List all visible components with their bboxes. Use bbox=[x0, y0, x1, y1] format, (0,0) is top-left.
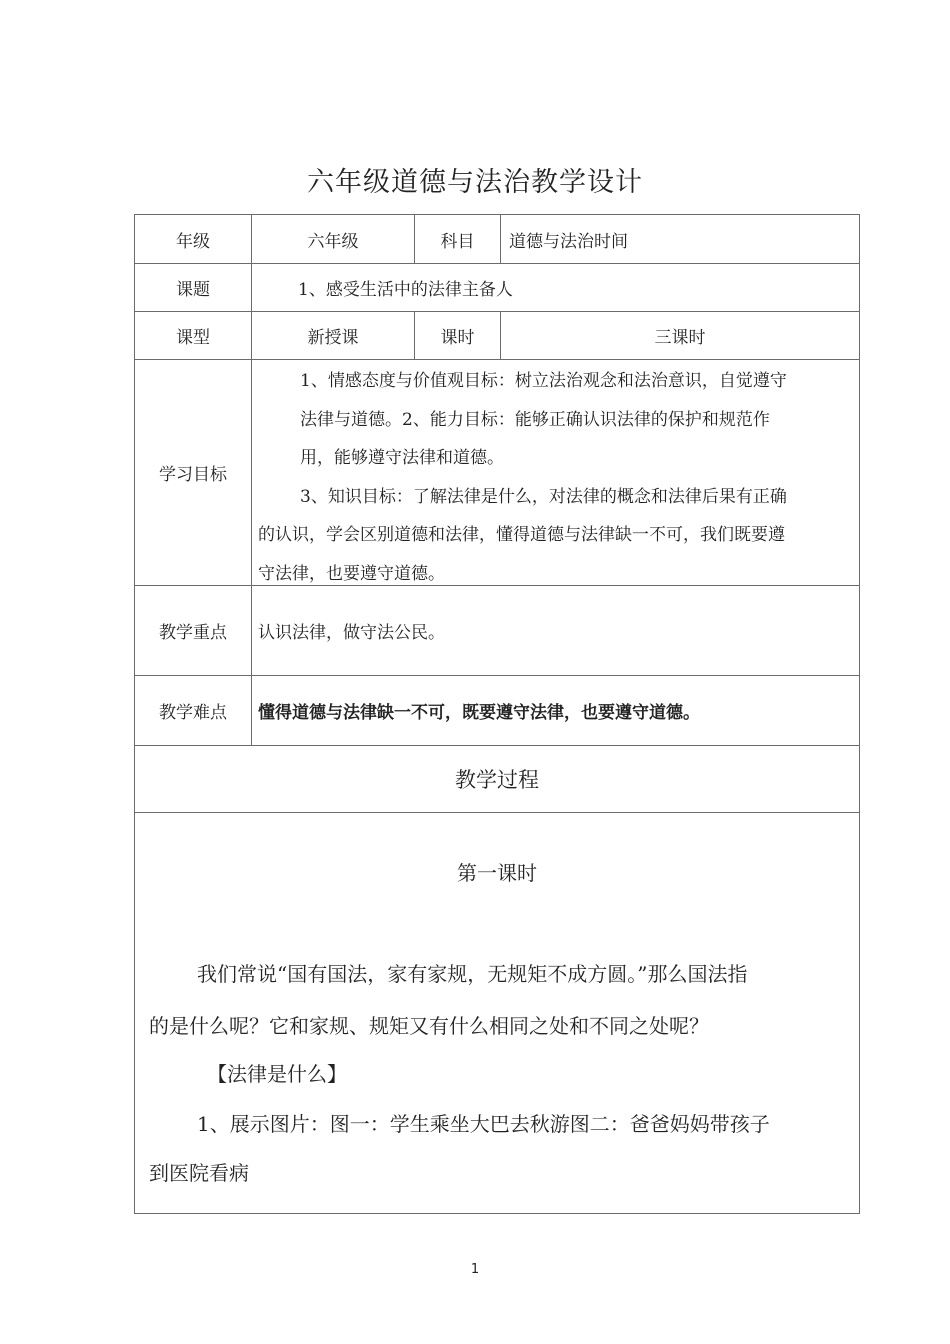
page-title: 六年级道德与法治教学设计 bbox=[307, 167, 643, 198]
process-paragraph: 1、展示图片：图一：学生乘坐大巴去秋游图二：爸爸妈妈带孩子 bbox=[197, 1112, 770, 1136]
topic-value: 1、感受生活中的法律主备人 bbox=[251, 263, 860, 312]
type-label: 课型 bbox=[134, 311, 252, 360]
key-value: 认识法律，做守法公民。 bbox=[251, 585, 860, 676]
section-heading: 【法律是什么】 bbox=[207, 1062, 347, 1086]
objective-line: 法律与道德。2、能力目标：能够正确认识法律的保护和规范作 bbox=[300, 409, 770, 430]
lesson-title: 第一课时 bbox=[457, 861, 537, 885]
grade-value: 六年级 bbox=[251, 214, 415, 264]
process-paragraph: 的是什么呢？它和家规、规矩又有什么相同之处和不同之处呢？ bbox=[149, 1014, 709, 1038]
difficulty-label: 教学难点 bbox=[134, 675, 252, 746]
topic-label: 课题 bbox=[134, 263, 252, 312]
process-header: 教学过程 bbox=[134, 745, 860, 813]
subject-value: 道德与法治时间 bbox=[500, 214, 860, 264]
objectives-text bbox=[252, 362, 858, 593]
hours-value: 三课时 bbox=[500, 311, 860, 360]
type-value: 新授课 bbox=[251, 311, 415, 360]
page-number: 1 bbox=[470, 1262, 480, 1277]
key-label: 教学重点 bbox=[134, 585, 252, 676]
grade-label: 年级 bbox=[134, 214, 252, 264]
process-paragraph: 我们常说“国有国法，家有家规，无规矩不成方圆。”那么国法指 bbox=[197, 962, 748, 986]
hours-label: 课时 bbox=[414, 311, 501, 360]
difficulty-value: 懂得道德与法律缺一不可，既要遵守法律，也要遵守道德。 bbox=[251, 675, 860, 746]
objective-line: 守法律，也要遵守道德。 bbox=[258, 563, 445, 584]
process-paragraph: 到医院看病 bbox=[149, 1161, 249, 1185]
objective-line: 1、情感态度与价值观目标：树立法治观念和法治意识，自觉遵守 bbox=[300, 371, 787, 391]
objectives-label: 学习目标 bbox=[134, 359, 252, 586]
objective-line: 3、知识目标：了解法律是什么，对法律的概念和法律后果有正确 bbox=[300, 486, 787, 507]
subject-label: 科目 bbox=[414, 214, 501, 264]
objective-line: 用，能够遵守法律和道德。 bbox=[300, 448, 504, 468]
objective-line: 的认识，学会区别道德和法律，懂得道德与法律缺一不可，我们既要遵 bbox=[258, 525, 785, 545]
